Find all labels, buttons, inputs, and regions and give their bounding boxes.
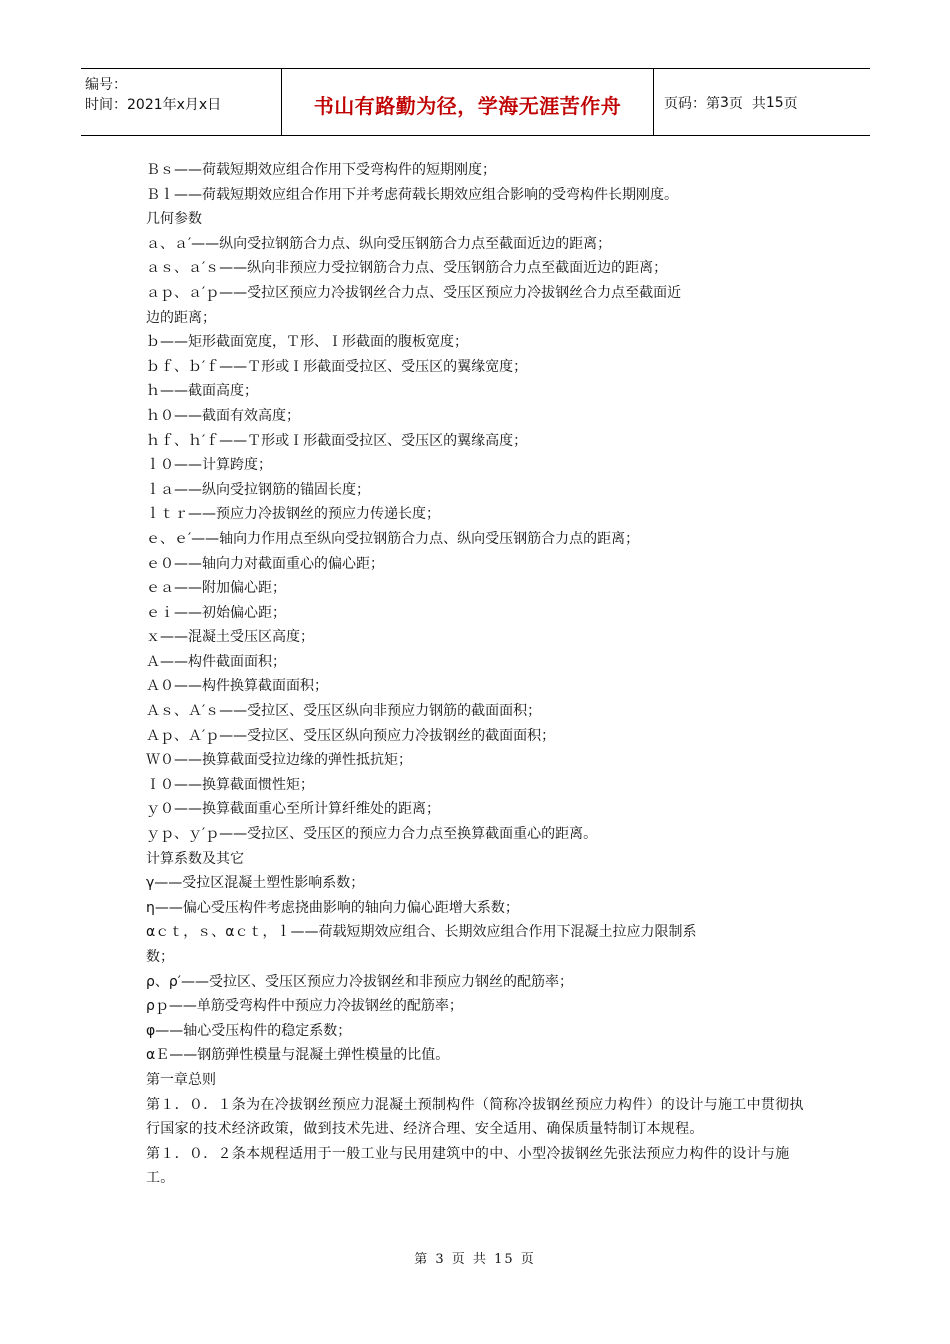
header-page-total: 15 xyxy=(765,95,784,111)
text-line: ｅ０——轴向力对截面重心的偏心距； xyxy=(146,555,384,572)
text-line: ａｓ、ａ′ｓ——纵向非预应力受拉钢筋合力点、受压钢筋合力点至截面近边的距离； xyxy=(146,260,668,277)
page-footer xyxy=(0,1248,950,1267)
footer-mid: 页 共 xyxy=(451,1252,488,1267)
document-number-label: 编号： xyxy=(85,77,127,93)
footer-current-page: 3 xyxy=(435,1252,446,1267)
text-line: 数； xyxy=(146,949,174,965)
text-line: Ａ０——构件换算截面面积； xyxy=(146,678,328,695)
text-line: Ｂｌ——荷载短期效应组合作用下并考虑荷载长期效应组合影响的受弯构件长期刚度。 xyxy=(146,186,678,203)
document-date: 时间：2021年x月x日 xyxy=(85,97,222,113)
text-line: Ｗ０——换算截面受拉边缘的弹性抵抗矩； xyxy=(146,752,412,769)
text-line: γ——受拉区混凝土塑性影响系数； xyxy=(146,875,365,892)
text-line: αｃｔ，ｓ、αｃｔ，ｌ——荷载短期效应组合、长期效应组合作用下混凝土拉应力限制系 xyxy=(146,924,697,941)
header-page-label: 页码：第 xyxy=(664,96,720,112)
text-line: ｙ０——换算截面重心至所计算纤维处的距离； xyxy=(146,801,440,818)
header-page-mid: 页 共 xyxy=(728,96,766,112)
text-line: ａ、ａ′——纵向受拉钢筋合力点、纵向受压钢筋合力点至截面近边的距离； xyxy=(146,235,612,252)
text-line: Ａ——构件截面面积； xyxy=(146,653,286,670)
section-heading: 计算系数及其它 xyxy=(146,850,244,867)
header-left-cell xyxy=(81,69,281,135)
text-line: ｙｐ、ｙ′ｐ——受拉区、受压区的预应力合力点至换算截面重心的距离。 xyxy=(146,826,598,843)
article-1-0-2: 第１．０．２条本规程适用于一般工业与民用建筑中的中、小型冷拔钢丝先张法预应力构件的设计与施工。 xyxy=(146,1145,790,1187)
text-line: ｌ０——计算跨度； xyxy=(146,457,272,474)
text-line: ｌｔｒ——预应力冷拔钢丝的预应力传递长度； xyxy=(146,506,440,523)
page-header xyxy=(81,68,870,136)
text-line: ｈ０——截面有效高度； xyxy=(146,407,300,424)
text-line: ｈ——截面高度； xyxy=(146,383,258,400)
text-line: Ａｐ、Ａ′ｐ——受拉区、受压区纵向预应力冷拔钢丝的截面面积； xyxy=(146,727,556,744)
text-line: ρ、ρ′——受拉区、受压区预应力冷拔钢丝和非预应力钢丝的配筋率； xyxy=(146,973,573,990)
document-body xyxy=(146,158,810,1191)
text-line: φ——轴心受压构件的稳定系数； xyxy=(146,1022,352,1039)
header-page-end: 页 xyxy=(783,96,798,112)
text-line: Ａｓ、Ａ′ｓ——受拉区、受压区纵向非预应力钢筋的截面面积； xyxy=(146,703,542,720)
text-line: ρｐ——单筋受弯构件中预应力冷拔钢丝的配筋率； xyxy=(146,998,463,1015)
text-line: ｅ、ｅ′——轴向力作用点至纵向受拉钢筋合力点、纵向受压钢筋合力点的距离； xyxy=(146,530,640,547)
text-line: Ｂｓ——荷载短期效应组合作用下受弯构件的短期刚度； xyxy=(146,162,496,178)
footer-suffix: 页 xyxy=(520,1252,536,1267)
footer-prefix: 第 xyxy=(414,1252,430,1267)
text-line: ｂ——矩形截面宽度，Ｔ形、Ｉ形截面的腹板宽度； xyxy=(146,334,468,351)
text-line: ｅａ——附加偏心距； xyxy=(146,580,286,597)
article-1-0-1: 第１．０．１条为在冷拔钢丝预应力混凝土预制构件（简称冷拔钢丝预应力构件）的设计与施工中贯彻执行国家的技术经济政策，做到技术先进、经济合理、安全适用、确保质量特制订本规程。 xyxy=(146,1096,804,1138)
text-line: 边的距离； xyxy=(146,309,216,326)
text-line: ｂｆ、ｂ′ｆ——Ｔ形或Ｉ形截面受拉区、受压区的翼缘宽度； xyxy=(146,358,528,375)
text-line: ｘ——混凝土受压区高度； xyxy=(146,629,314,646)
header-motto: 书山有路勤为径，学海无涯苦作舟 xyxy=(281,69,654,135)
footer-total-pages: 15 xyxy=(494,1252,515,1267)
text-line: ｅｉ——初始偏心距； xyxy=(146,604,286,621)
text-line: η——偏心受压构件考虑挠曲影响的轴向力偏心距增大系数； xyxy=(146,899,519,916)
text-line: ｈｆ、ｈ′ｆ——Ｔ形或Ｉ形截面受拉区、受压区的翼缘高度； xyxy=(146,432,528,449)
text-line: ａｐ、ａ′ｐ——受拉区预应力冷拔钢丝合力点、受压区预应力冷拔钢丝合力点至截面近 xyxy=(146,284,682,301)
text-line: ｌａ——纵向受拉钢筋的锚固长度； xyxy=(146,481,370,498)
text-line: αＥ——钢筋弹性模量与混凝土弹性模量的比值。 xyxy=(146,1047,450,1064)
header-page-current: 3 xyxy=(720,95,729,111)
chapter-heading: 第一章总则 xyxy=(146,1071,216,1088)
text-line: Ｉ０——换算截面惯性矩； xyxy=(146,776,314,793)
section-heading: 几何参数 xyxy=(146,211,202,228)
header-page-info xyxy=(654,69,870,135)
